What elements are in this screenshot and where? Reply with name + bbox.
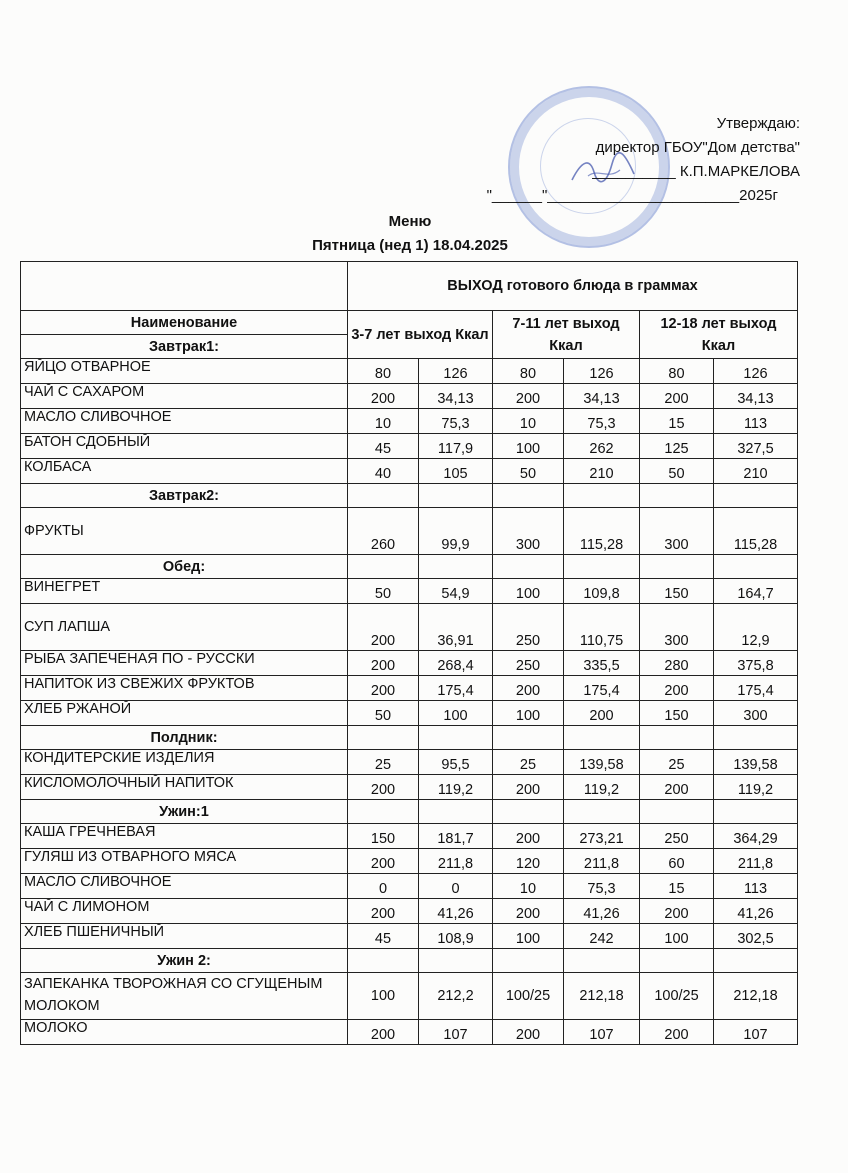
yield-grams-cell: 50 — [640, 459, 714, 484]
kcal-cell: 119,2 — [419, 775, 493, 800]
yield-grams-cell: 200 — [348, 1020, 419, 1045]
section-row — [21, 800, 798, 824]
kcal-cell: 302,5 — [714, 924, 798, 949]
page-title: Меню — [388, 213, 432, 230]
kcal-cell: 119,2 — [564, 775, 640, 800]
dish-name: ФРУКТЫ — [21, 508, 348, 555]
kcal-cell: 41,26 — [419, 899, 493, 924]
age-group-12-18: 12-18 лет выход Ккал — [640, 311, 798, 359]
kcal-cell: 181,7 — [419, 824, 493, 849]
empty-cell — [348, 484, 419, 508]
dish-name: ВИНЕГРЕТ — [21, 579, 348, 604]
section-title: Обед: — [21, 555, 348, 579]
table-row — [21, 701, 798, 726]
table-row — [21, 775, 798, 800]
empty-cell — [564, 555, 640, 579]
empty-cell — [348, 800, 419, 824]
empty-cell — [419, 484, 493, 508]
yield-grams-cell: 200 — [493, 1020, 564, 1045]
kcal-cell: 139,58 — [564, 750, 640, 775]
yield-grams-cell: 50 — [348, 701, 419, 726]
empty-cell — [419, 949, 493, 973]
yield-grams-cell: 50 — [348, 579, 419, 604]
empty-cell — [564, 484, 640, 508]
approval-line-2: директор ГБОУ"Дом детства" — [595, 139, 800, 156]
yield-grams-cell: 25 — [348, 750, 419, 775]
dish-name: ЯЙЦО ОТВАРНОЕ — [21, 359, 348, 384]
empty-cell — [419, 555, 493, 579]
dish-name: НАПИТОК ИЗ СВЕЖИХ ФРУКТОВ — [21, 676, 348, 701]
empty-cell — [419, 726, 493, 750]
section-row — [21, 555, 798, 579]
dish-name: КОНДИТЕРСКИЕ ИЗДЕЛИЯ — [21, 750, 348, 775]
yield-grams-cell: 200 — [640, 384, 714, 409]
yield-grams-cell: 200 — [348, 899, 419, 924]
table-row — [21, 750, 798, 775]
kcal-cell: 113 — [714, 409, 798, 434]
section-row — [21, 726, 798, 750]
yield-grams-cell: 200 — [348, 676, 419, 701]
table-row — [21, 676, 798, 701]
dish-name: ГУЛЯШ ИЗ ОТВАРНОГО МЯСА — [21, 849, 348, 874]
yield-grams-cell: 250 — [640, 824, 714, 849]
kcal-cell: 268,4 — [419, 651, 493, 676]
table-row — [21, 973, 798, 1020]
table-header-row — [21, 311, 798, 335]
kcal-cell: 210 — [564, 459, 640, 484]
kcal-cell: 0 — [419, 874, 493, 899]
dish-name: ЧАЙ С САХАРОМ — [21, 384, 348, 409]
empty-cell — [714, 800, 798, 824]
kcal-cell: 210 — [714, 459, 798, 484]
yield-header: ВЫХОД готового блюда в граммах — [348, 262, 798, 311]
table-row — [21, 849, 798, 874]
yield-grams-cell: 0 — [348, 874, 419, 899]
yield-grams-cell: 15 — [640, 409, 714, 434]
empty-cell — [493, 949, 564, 973]
kcal-cell: 212,2 — [419, 973, 493, 1020]
kcal-cell: 99,9 — [419, 508, 493, 555]
yield-grams-cell: 125 — [640, 434, 714, 459]
yield-grams-cell: 25 — [493, 750, 564, 775]
yield-grams-cell: 100 — [493, 701, 564, 726]
kcal-cell: 212,18 — [564, 973, 640, 1020]
empty-cell — [640, 949, 714, 973]
empty-cell — [564, 800, 640, 824]
yield-grams-cell: 120 — [493, 849, 564, 874]
section-title: Завтрак1: — [21, 335, 348, 359]
yield-grams-cell: 150 — [640, 579, 714, 604]
empty-cell — [640, 555, 714, 579]
empty-cell — [714, 949, 798, 973]
yield-grams-cell: 200 — [348, 849, 419, 874]
dish-name: БАТОН СДОБНЫЙ — [21, 434, 348, 459]
table-row — [21, 824, 798, 849]
kcal-cell: 164,7 — [714, 579, 798, 604]
table-row — [21, 651, 798, 676]
section-title: Завтрак2: — [21, 484, 348, 508]
kcal-cell: 242 — [564, 924, 640, 949]
table-row — [21, 874, 798, 899]
kcal-cell: 335,5 — [564, 651, 640, 676]
kcal-cell: 95,5 — [419, 750, 493, 775]
empty-cell — [493, 555, 564, 579]
kcal-cell: 75,3 — [419, 409, 493, 434]
empty-cell — [564, 949, 640, 973]
page-subtitle: Пятница (нед 1) 18.04.2025 — [312, 237, 508, 254]
yield-grams-cell: 100 — [348, 973, 419, 1020]
yield-grams-cell: 250 — [493, 604, 564, 651]
kcal-cell: 126 — [564, 359, 640, 384]
yield-grams-cell: 100/25 — [493, 973, 564, 1020]
kcal-cell: 211,8 — [564, 849, 640, 874]
kcal-cell: 41,26 — [714, 899, 798, 924]
yield-grams-cell: 45 — [348, 924, 419, 949]
empty-cell — [714, 726, 798, 750]
table-row — [21, 604, 798, 651]
section-title: Ужин 2: — [21, 949, 348, 973]
yield-grams-cell: 15 — [640, 874, 714, 899]
yield-grams-cell: 260 — [348, 508, 419, 555]
kcal-cell: 75,3 — [564, 874, 640, 899]
table-row — [21, 508, 798, 555]
dish-name: КАША ГРЕЧНЕВАЯ — [21, 824, 348, 849]
empty-cell — [348, 726, 419, 750]
yield-grams-cell: 45 — [348, 434, 419, 459]
yield-grams-cell: 60 — [640, 849, 714, 874]
yield-grams-cell: 80 — [348, 359, 419, 384]
approval-line-1: Утверждаю: — [716, 115, 800, 132]
yield-grams-cell: 100 — [493, 579, 564, 604]
kcal-cell: 300 — [714, 701, 798, 726]
kcal-cell: 115,28 — [564, 508, 640, 555]
dish-name: ХЛЕБ ПШЕНИЧНЫЙ — [21, 924, 348, 949]
dish-name: МАСЛО СЛИВОЧНОЕ — [21, 874, 348, 899]
dish-name: КОЛБАСА — [21, 459, 348, 484]
dish-name: ХЛЕБ РЖАНОЙ — [21, 701, 348, 726]
kcal-cell: 175,4 — [419, 676, 493, 701]
yield-grams-cell: 80 — [493, 359, 564, 384]
kcal-cell: 375,8 — [714, 651, 798, 676]
table-row — [21, 924, 798, 949]
yield-grams-cell: 200 — [348, 384, 419, 409]
yield-grams-cell: 80 — [640, 359, 714, 384]
kcal-cell: 175,4 — [564, 676, 640, 701]
kcal-cell: 113 — [714, 874, 798, 899]
yield-grams-cell: 200 — [493, 824, 564, 849]
dish-name: ЗАПЕКАНКА ТВОРОЖНАЯ СО СГУЩЕНЫМ МОЛОКОМ — [21, 973, 348, 1020]
kcal-cell: 211,8 — [419, 849, 493, 874]
table-row — [21, 899, 798, 924]
yield-grams-cell: 200 — [640, 676, 714, 701]
kcal-cell: 54,9 — [419, 579, 493, 604]
kcal-cell: 107 — [714, 1020, 798, 1045]
yield-grams-cell: 300 — [493, 508, 564, 555]
empty-cell — [493, 484, 564, 508]
yield-grams-cell: 200 — [493, 899, 564, 924]
table-row — [21, 409, 798, 434]
empty-cell — [714, 555, 798, 579]
section-row — [21, 949, 798, 973]
yield-grams-cell: 10 — [348, 409, 419, 434]
kcal-cell: 36,91 — [419, 604, 493, 651]
empty-cell — [640, 726, 714, 750]
kcal-cell: 12,9 — [714, 604, 798, 651]
table-row — [21, 359, 798, 384]
empty-cell — [640, 484, 714, 508]
dish-name: МАСЛО СЛИВОЧНОЕ — [21, 409, 348, 434]
kcal-cell: 327,5 — [714, 434, 798, 459]
dish-name: РЫБА ЗАПЕЧЕНАЯ ПО - РУССКИ — [21, 651, 348, 676]
yield-grams-cell: 100 — [640, 924, 714, 949]
kcal-cell: 126 — [419, 359, 493, 384]
kcal-cell: 175,4 — [714, 676, 798, 701]
yield-grams-cell: 150 — [640, 701, 714, 726]
dish-name: МОЛОКО — [21, 1020, 348, 1045]
table-top-header-row — [21, 262, 798, 311]
kcal-cell: 108,9 — [419, 924, 493, 949]
section-row — [21, 484, 798, 508]
kcal-cell: 139,58 — [714, 750, 798, 775]
yield-grams-cell: 250 — [493, 651, 564, 676]
dish-name: КИСЛОМОЛОЧНЫЙ НАПИТОК — [21, 775, 348, 800]
dish-name: СУП ЛАПША — [21, 604, 348, 651]
kcal-cell: 115,28 — [714, 508, 798, 555]
kcal-cell: 107 — [564, 1020, 640, 1045]
yield-grams-cell: 300 — [640, 604, 714, 651]
table-row — [21, 384, 798, 409]
kcal-cell: 34,13 — [564, 384, 640, 409]
yield-grams-cell: 280 — [640, 651, 714, 676]
yield-grams-cell: 150 — [348, 824, 419, 849]
empty-cell — [640, 800, 714, 824]
yield-grams-cell: 100/25 — [640, 973, 714, 1020]
kcal-cell: 34,13 — [419, 384, 493, 409]
name-header: Наименование — [21, 311, 348, 335]
table-row — [21, 579, 798, 604]
empty-cell — [564, 726, 640, 750]
kcal-cell: 105 — [419, 459, 493, 484]
yield-grams-cell: 200 — [493, 775, 564, 800]
section-title: Ужин:1 — [21, 800, 348, 824]
yield-grams-cell: 200 — [493, 676, 564, 701]
yield-grams-cell: 200 — [348, 651, 419, 676]
kcal-cell: 119,2 — [714, 775, 798, 800]
table-row — [21, 434, 798, 459]
yield-grams-cell: 10 — [493, 874, 564, 899]
kcal-cell: 273,21 — [564, 824, 640, 849]
dish-name: ЧАЙ С ЛИМОНОМ — [21, 899, 348, 924]
approval-block — [420, 112, 800, 208]
kcal-cell: 100 — [419, 701, 493, 726]
yield-grams-cell: 200 — [640, 775, 714, 800]
section-title: Полдник: — [21, 726, 348, 750]
approval-line-3: __________ К.П.МАРКЕЛОВА — [592, 163, 800, 180]
empty-cell — [493, 726, 564, 750]
yield-grams-cell: 300 — [640, 508, 714, 555]
yield-grams-cell: 200 — [640, 1020, 714, 1045]
kcal-cell: 262 — [564, 434, 640, 459]
yield-grams-cell: 50 — [493, 459, 564, 484]
empty-cell — [714, 484, 798, 508]
yield-grams-cell: 100 — [493, 924, 564, 949]
empty-cell — [493, 800, 564, 824]
kcal-cell: 109,8 — [564, 579, 640, 604]
kcal-cell: 117,9 — [419, 434, 493, 459]
age-group-7-11: 7-11 лет выход Ккал — [493, 311, 640, 359]
kcal-cell: 110,75 — [564, 604, 640, 651]
yield-grams-cell: 10 — [493, 409, 564, 434]
kcal-cell: 364,29 — [714, 824, 798, 849]
kcal-cell: 126 — [714, 359, 798, 384]
kcal-cell: 107 — [419, 1020, 493, 1045]
kcal-cell: 75,3 — [564, 409, 640, 434]
kcal-cell: 41,26 — [564, 899, 640, 924]
kcal-cell: 200 — [564, 701, 640, 726]
yield-grams-cell: 200 — [640, 899, 714, 924]
age-group-3-7: 3-7 лет выход Ккал — [348, 311, 493, 359]
kcal-cell: 34,13 — [714, 384, 798, 409]
table-row — [21, 459, 798, 484]
yield-grams-cell: 25 — [640, 750, 714, 775]
empty-cell — [419, 800, 493, 824]
yield-grams-cell: 40 — [348, 459, 419, 484]
empty-header-cell — [21, 262, 348, 311]
kcal-cell: 212,18 — [714, 973, 798, 1020]
yield-grams-cell: 200 — [348, 775, 419, 800]
yield-grams-cell: 100 — [493, 434, 564, 459]
menu-table — [20, 261, 798, 1045]
table-row — [21, 1020, 798, 1045]
empty-cell — [348, 949, 419, 973]
kcal-cell: 211,8 — [714, 849, 798, 874]
yield-grams-cell: 200 — [348, 604, 419, 651]
yield-grams-cell: 200 — [493, 384, 564, 409]
approval-line-4: "______"_______________________2025г — [486, 187, 778, 204]
empty-cell — [348, 555, 419, 579]
